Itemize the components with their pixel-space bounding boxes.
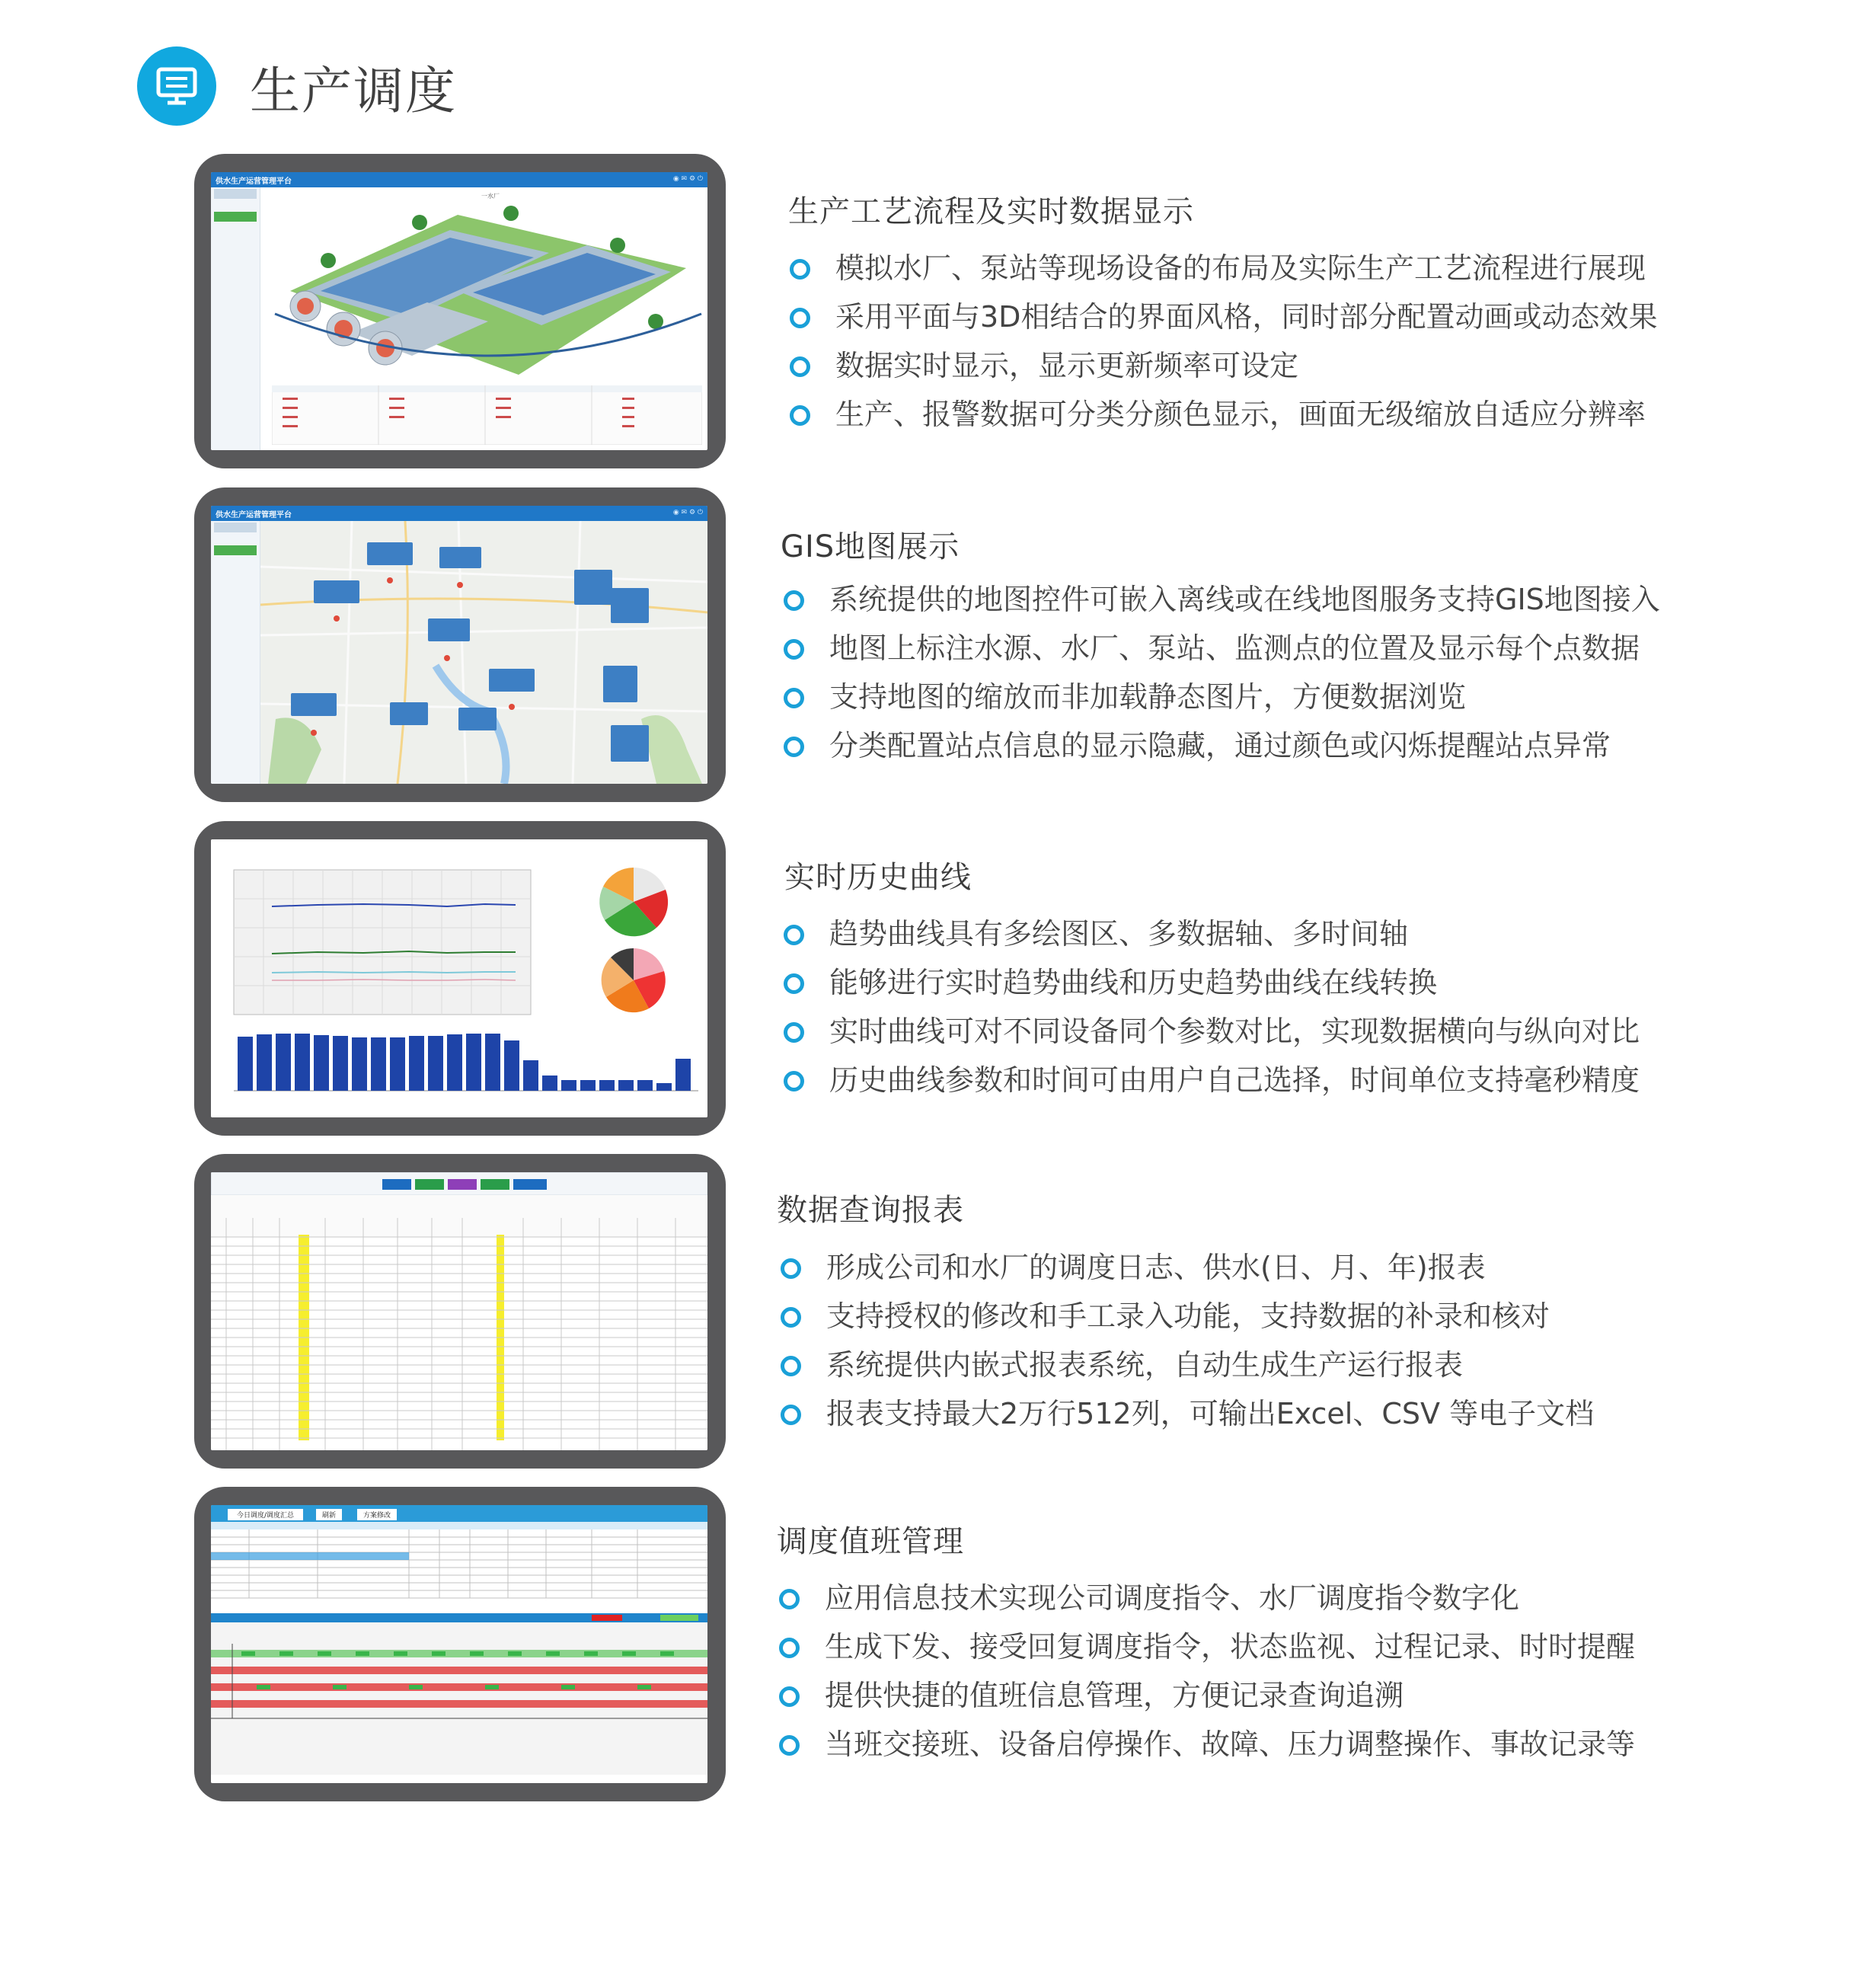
section-title: GIS地图展示 [781,529,960,564]
bullet-item: 当班交接班、设备启停操作、故障、压力调整操作、事故记录等 [778,1720,1635,1769]
bullet-list [782,575,1660,770]
section-title: 生产工艺流程及实时数据显示 [788,194,1194,229]
bullet-item: 历史曲线参数和时间可由用户自己选择，时间单位支持毫秒精度 [782,1056,1640,1104]
app-title-bar [211,506,707,521]
bullet-item: 系统提供的地图控件可嵌入离线或在线地图服务支持GIS地图接入 [782,575,1660,624]
bullet-circle-icon [784,688,804,708]
screenshot-frame [194,487,726,802]
duty-schedule-view [211,1522,707,1783]
bullet-item: 趋势曲线具有多绘图区、多数据轴、多时间轴 [782,909,1640,958]
bullet-item: 报表支持最大2万行512列，可输出Excel、CSV 等电子文档 [779,1389,1594,1438]
side-nav [211,521,260,784]
bullet-item: 生产、报警数据可分类分颜色显示，画面无级缩放自适应分辨率 [788,390,1657,439]
section-process-flow [194,154,1717,470]
toolbar-icons: ◉ ✉ ⚙ ⏻ [672,175,703,183]
app-title: 供水生产运营管理平台 [216,511,292,519]
report-table-view [211,1172,707,1450]
bullet-item: 数据实时显示，显示更新频率可设定 [788,341,1657,390]
bullet-circle-icon [790,405,810,426]
toolbar-icons: ◉ ✉ ⚙ ⏻ [672,509,703,516]
section-title: 调度值班管理 [777,1524,964,1559]
bullet-item: 能够进行实时趋势曲线和历史趋势曲线在线转换 [782,958,1640,1007]
bullet-item: 模拟水厂、泵站等现场设备的布局及实际生产工艺流程进行展现 [788,244,1657,292]
bullet-list [779,1243,1594,1438]
bullet-item: 支持地图的缩放而非加载静态图片，方便数据浏览 [782,673,1660,721]
bullet-circle-icon [781,1356,801,1376]
bullet-circle-icon [784,1022,804,1043]
app-title: 供水生产运营管理平台 [216,177,292,186]
duty-toolbar [211,1505,707,1522]
side-nav [211,187,260,450]
bullet-circle-icon [779,1686,800,1707]
monitor-icon [137,46,216,126]
bullet-circle-icon [784,639,804,660]
bullet-circle-icon [779,1589,800,1609]
bullet-item: 系统提供内嵌式报表系统，自动生成生产运行报表 [779,1341,1594,1389]
screenshot-frame [194,1154,726,1469]
screenshot-frame [194,821,726,1136]
bullet-item: 应用信息技术实现公司调度指令、水厂调度指令数字化 [778,1574,1635,1622]
duty-management-screenshot [211,1505,707,1783]
bullet-circle-icon [779,1735,800,1756]
bullet-item: 分类配置站点信息的显示隐藏，通过颜色或闪烁提醒站点异常 [782,721,1660,770]
section-gis-map [194,487,1717,804]
section-duty-management [194,1487,1717,1803]
bullet-circle-icon [784,973,804,994]
bullet-circle-icon [790,356,810,377]
screenshot-frame [194,154,726,468]
bullet-circle-icon [784,590,804,611]
section-report-query [194,1154,1717,1470]
bullet-item: 采用平面与3D相结合的界面风格，同时部分配置动画或动态效果 [788,292,1657,341]
gis-map-view [260,521,707,784]
trend-chart-screenshot [211,839,707,1117]
bullet-circle-icon [784,925,804,945]
section-title: 数据查询报表 [777,1193,964,1228]
bullet-circle-icon [779,1638,800,1658]
trend-chart-view [211,839,707,1117]
bullet-circle-icon [781,1258,801,1279]
screenshot-frame [194,1487,726,1801]
bullet-item: 支持授权的修改和手工录入功能，支持数据的补录和核对 [779,1292,1594,1341]
app-title-bar [211,172,707,187]
bullet-circle-icon [784,737,804,757]
panel-label: 一水厂 [481,193,500,200]
bullet-circle-icon [790,308,810,328]
page-title: 生产调度 [250,61,457,120]
realtime-data-table [272,385,702,445]
bullet-circle-icon [781,1307,801,1328]
plan-edit-button[interactable]: 方案修改 [357,1509,397,1520]
page-header [137,44,457,128]
section-trend-curves [194,821,1717,1137]
process-flow-screenshot [211,172,707,450]
report-table-screenshot [211,1172,707,1450]
bullet-item: 实时曲线可对不同设备同个参数对比，实现数据横向与纵向对比 [782,1007,1640,1056]
bullet-circle-icon [784,1071,804,1091]
bullet-item: 生成下发、接受回复调度指令，状态监视、过程记录、时时提醒 [778,1622,1635,1671]
bullet-item: 形成公司和水厂的调度日志、供水(日、月、年)报表 [779,1243,1594,1292]
plant-3d-view [260,200,707,382]
bullet-circle-icon [790,259,810,280]
bullet-item: 提供快捷的值班信息管理，方便记录查询追溯 [778,1671,1635,1720]
bullet-item: 地图上标注水源、水厂、泵站、监测点的位置及显示每个点数据 [782,624,1660,673]
bullet-list [778,1574,1635,1769]
refresh-button[interactable]: 刷新 [316,1509,342,1520]
bullet-list [788,244,1657,439]
bullet-list [782,909,1640,1104]
gis-map-screenshot [211,506,707,784]
section-title: 实时历史曲线 [784,860,972,895]
tab-today-dispatch[interactable]: 今日调度/调度汇总 [228,1509,303,1520]
bullet-circle-icon [781,1405,801,1425]
